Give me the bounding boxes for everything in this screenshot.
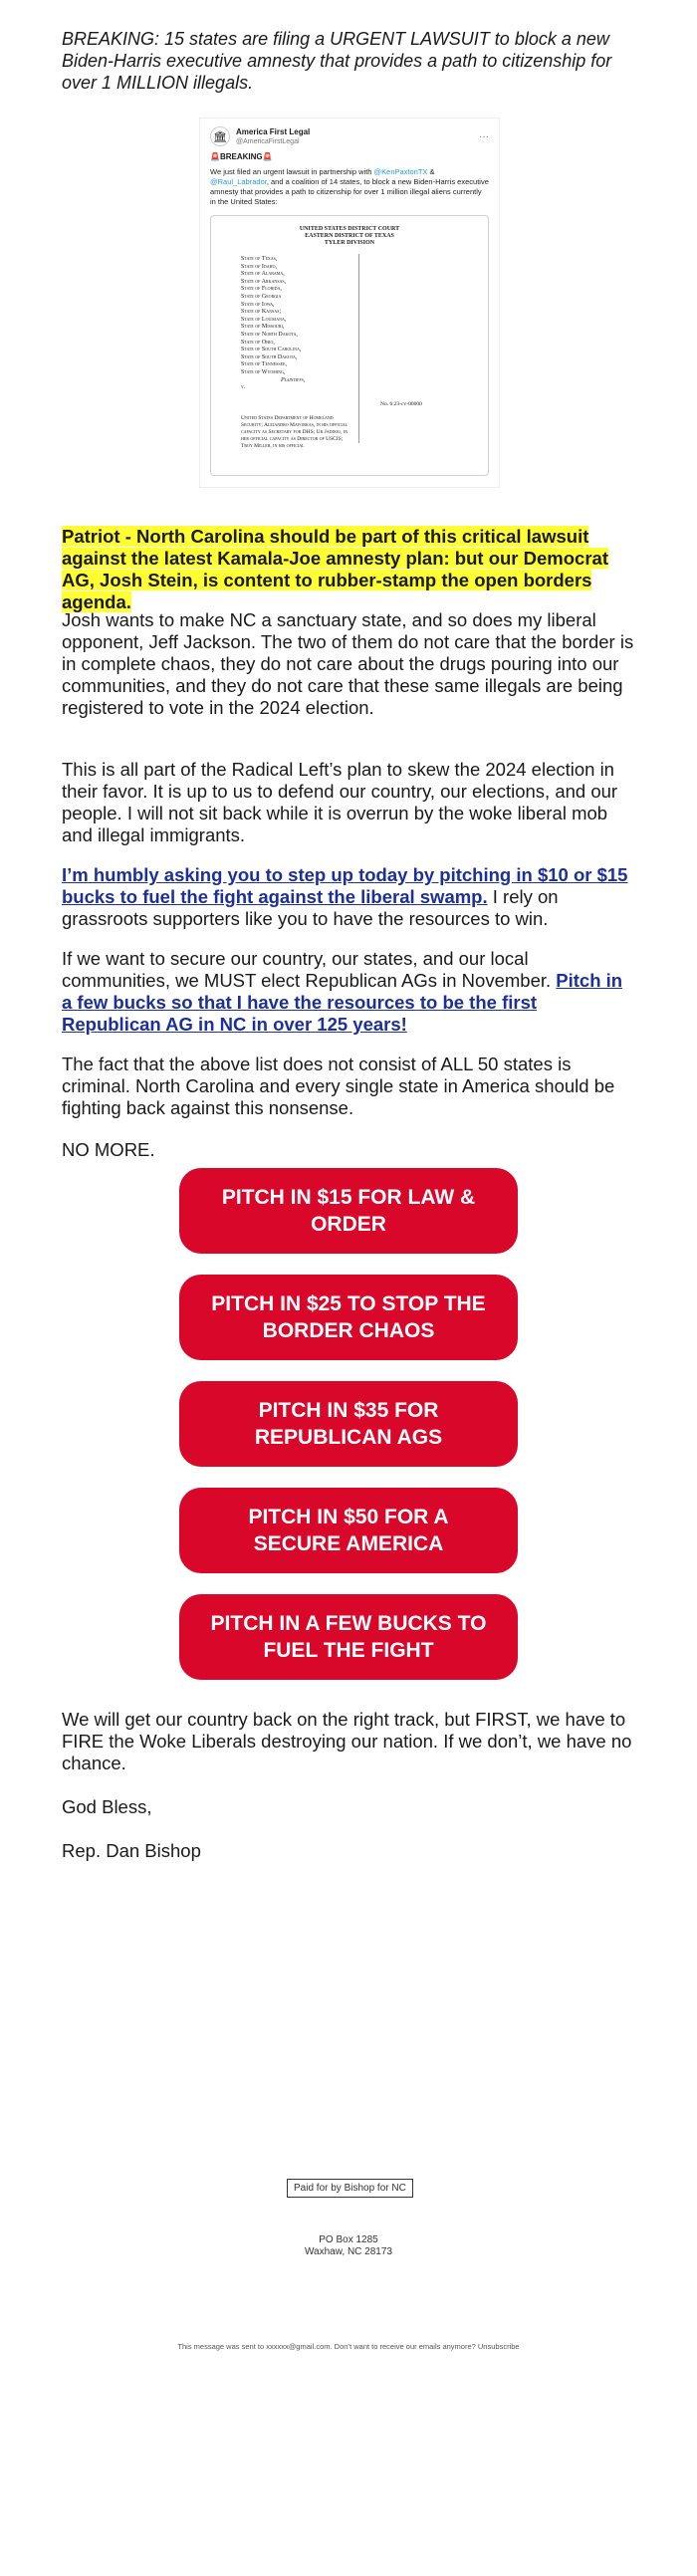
tweet-header — [200, 118, 499, 150]
donate-35-button[interactable]: PITCH IN $35 FOR REPUBLICAN AGS — [179, 1381, 518, 1467]
paragraph-4: If we want to secure our country, our states, and our local communities, we MUST elect Republican AGs in November. Pitch in a few bucks so that I have the resources to be the first Republican AG in NC in over 125 years! — [62, 948, 623, 1035]
tweet-body: We just filed an urgent lawsuit in partnership with @KenPaxtonTX & @Raul_Labrador, and a coalition of 14 states, to block a new Biden-Harris executive amnesty that provides a path to citizenship for over 1 million illegal aliens currently in the United States: — [210, 167, 489, 206]
paragraph-2: This is all part of the Radical Left’s plan to skew the 2024 election in their favor. It is up to us to defend our country, our elections, and our people. I will not sit back while it is overrun by the woke liberal mob and illegal immigrants. — [62, 759, 618, 845]
email-footer: This message was sent to xxxxxx@gmail.com. Don’t want to receive our emails anymore? Unsubscribe — [177, 2342, 520, 2351]
unsubscribe-link[interactable]: Unsubscribe — [477, 2342, 520, 2351]
embedded-tweet-image[interactable] — [199, 117, 500, 488]
more-icon: ··· — [479, 130, 489, 142]
donate-15-button[interactable]: PITCH IN $15 FOR LAW & ORDER — [179, 1168, 518, 1254]
sign-off: God Bless, — [62, 1796, 152, 1817]
paid-for-disclaimer: Paid for by Bishop for NC — [287, 2179, 413, 2198]
donate-link-10-15[interactable]: I’m humbly asking you to step up today by pitching in $10 or $15 bucks to fuel the fight against the liberal swamp. — [62, 864, 628, 907]
court-document-image — [210, 215, 489, 476]
paragraph-closing: We will get our country back on the right track, but FIRST, we have to FIRE the Woke Liberals destroying our nation. If we don’t, we have no chance. — [62, 1709, 632, 1773]
defendants-text: United States Department of Homeland Security; Alejandro Mayorkas, in his official capacity as Secretary for DHS; Ur Jaddou, in her official capacity as Director of USCIS; Troy Miller, in his official — [241, 415, 348, 449]
donate-50-button[interactable]: PITCH IN $50 FOR A SECURE AMERICA — [179, 1488, 518, 1573]
paragraph-no-more: NO MORE. — [62, 1139, 155, 1160]
paragraph-1: Josh wants to make NC a sanctuary state, and so does my liberal opponent, Jeff Jackson. The two of them do not care that the border is in complete chaos, they do not care about the drugs pouring into our communities, and they do not care that these same illegals are being registered to vote in the 2024 election. — [62, 609, 634, 718]
signature-name: Rep. Dan Bishop — [62, 1840, 201, 1861]
tweet-mention: @Raul_Labrador — [210, 177, 267, 186]
tweet-author-name: America First Legal — [236, 126, 311, 136]
paragraph-5: The fact that the above list does not consist of ALL 50 states is criminal. North Carolina and every single state in America should be fighting back against this nonsense. — [62, 1054, 615, 1118]
plaintiff-states-list: State of Texas, State of Idaho, State of Alabama, State of Arkansas, State of Florida, State of Georgia State of Iowa, State of Kansas; State of Louisiana, State of Missouri, State of North Dakota, State of Ohio, State of South Carolina, State of South Dakota, State of Tennessee, State of Wyoming, Plaintiffs, v. — [241, 256, 306, 391]
case-number: No. 6:23-cv-00000 — [380, 401, 422, 407]
avatar: 🏛 — [210, 126, 230, 146]
donate-link-few-bucks[interactable]: Pitch in a few bucks so that I have the resources to be the first Republican AG in NC in over 125 years! — [62, 970, 623, 1035]
tweet-author-handle: @AmericaFirstLegal — [236, 137, 300, 145]
donate-few-bucks-button[interactable]: PITCH IN A FEW BUCKS TO FUEL THE FIGHT — [179, 1594, 518, 1680]
donate-25-button[interactable]: PITCH IN $25 TO STOP THE BORDER CHAOS — [179, 1275, 518, 1360]
caption-divider — [358, 254, 359, 443]
court-heading: UNITED STATES DISTRICT COURT EASTERN DISTRICT OF TEXAS TYLER DIVISION — [299, 226, 400, 246]
paragraph-3: I’m humbly asking you to step up today by pitching in $10 or $15 bucks to fuel the fight against the liberal swamp. I rely on grassroots supporters like you to have the resources to win. — [62, 864, 628, 929]
highlighted-callout: Patriot - North Carolina should be part of this critical lawsuit against the latest Kamala-Joe amnesty plan: but our Democrat AG, Josh Stein, is content to rubber-stamp the open borders agenda. — [62, 526, 608, 612]
breaking-intro: BREAKING: 15 states are filing a URGENT LAWSUIT to block a new Biden-Harris executive amnesty that provides a path to citizenship for over 1 MILLION illegals. — [62, 29, 612, 93]
tweet-breaking-tag: 🚨BREAKING🚨 — [210, 152, 273, 161]
tweet-mention: @KenPaxtonTX — [373, 167, 428, 176]
mailing-address: PO Box 1285 Waxhaw, NC 28173 — [304, 2234, 392, 2257]
